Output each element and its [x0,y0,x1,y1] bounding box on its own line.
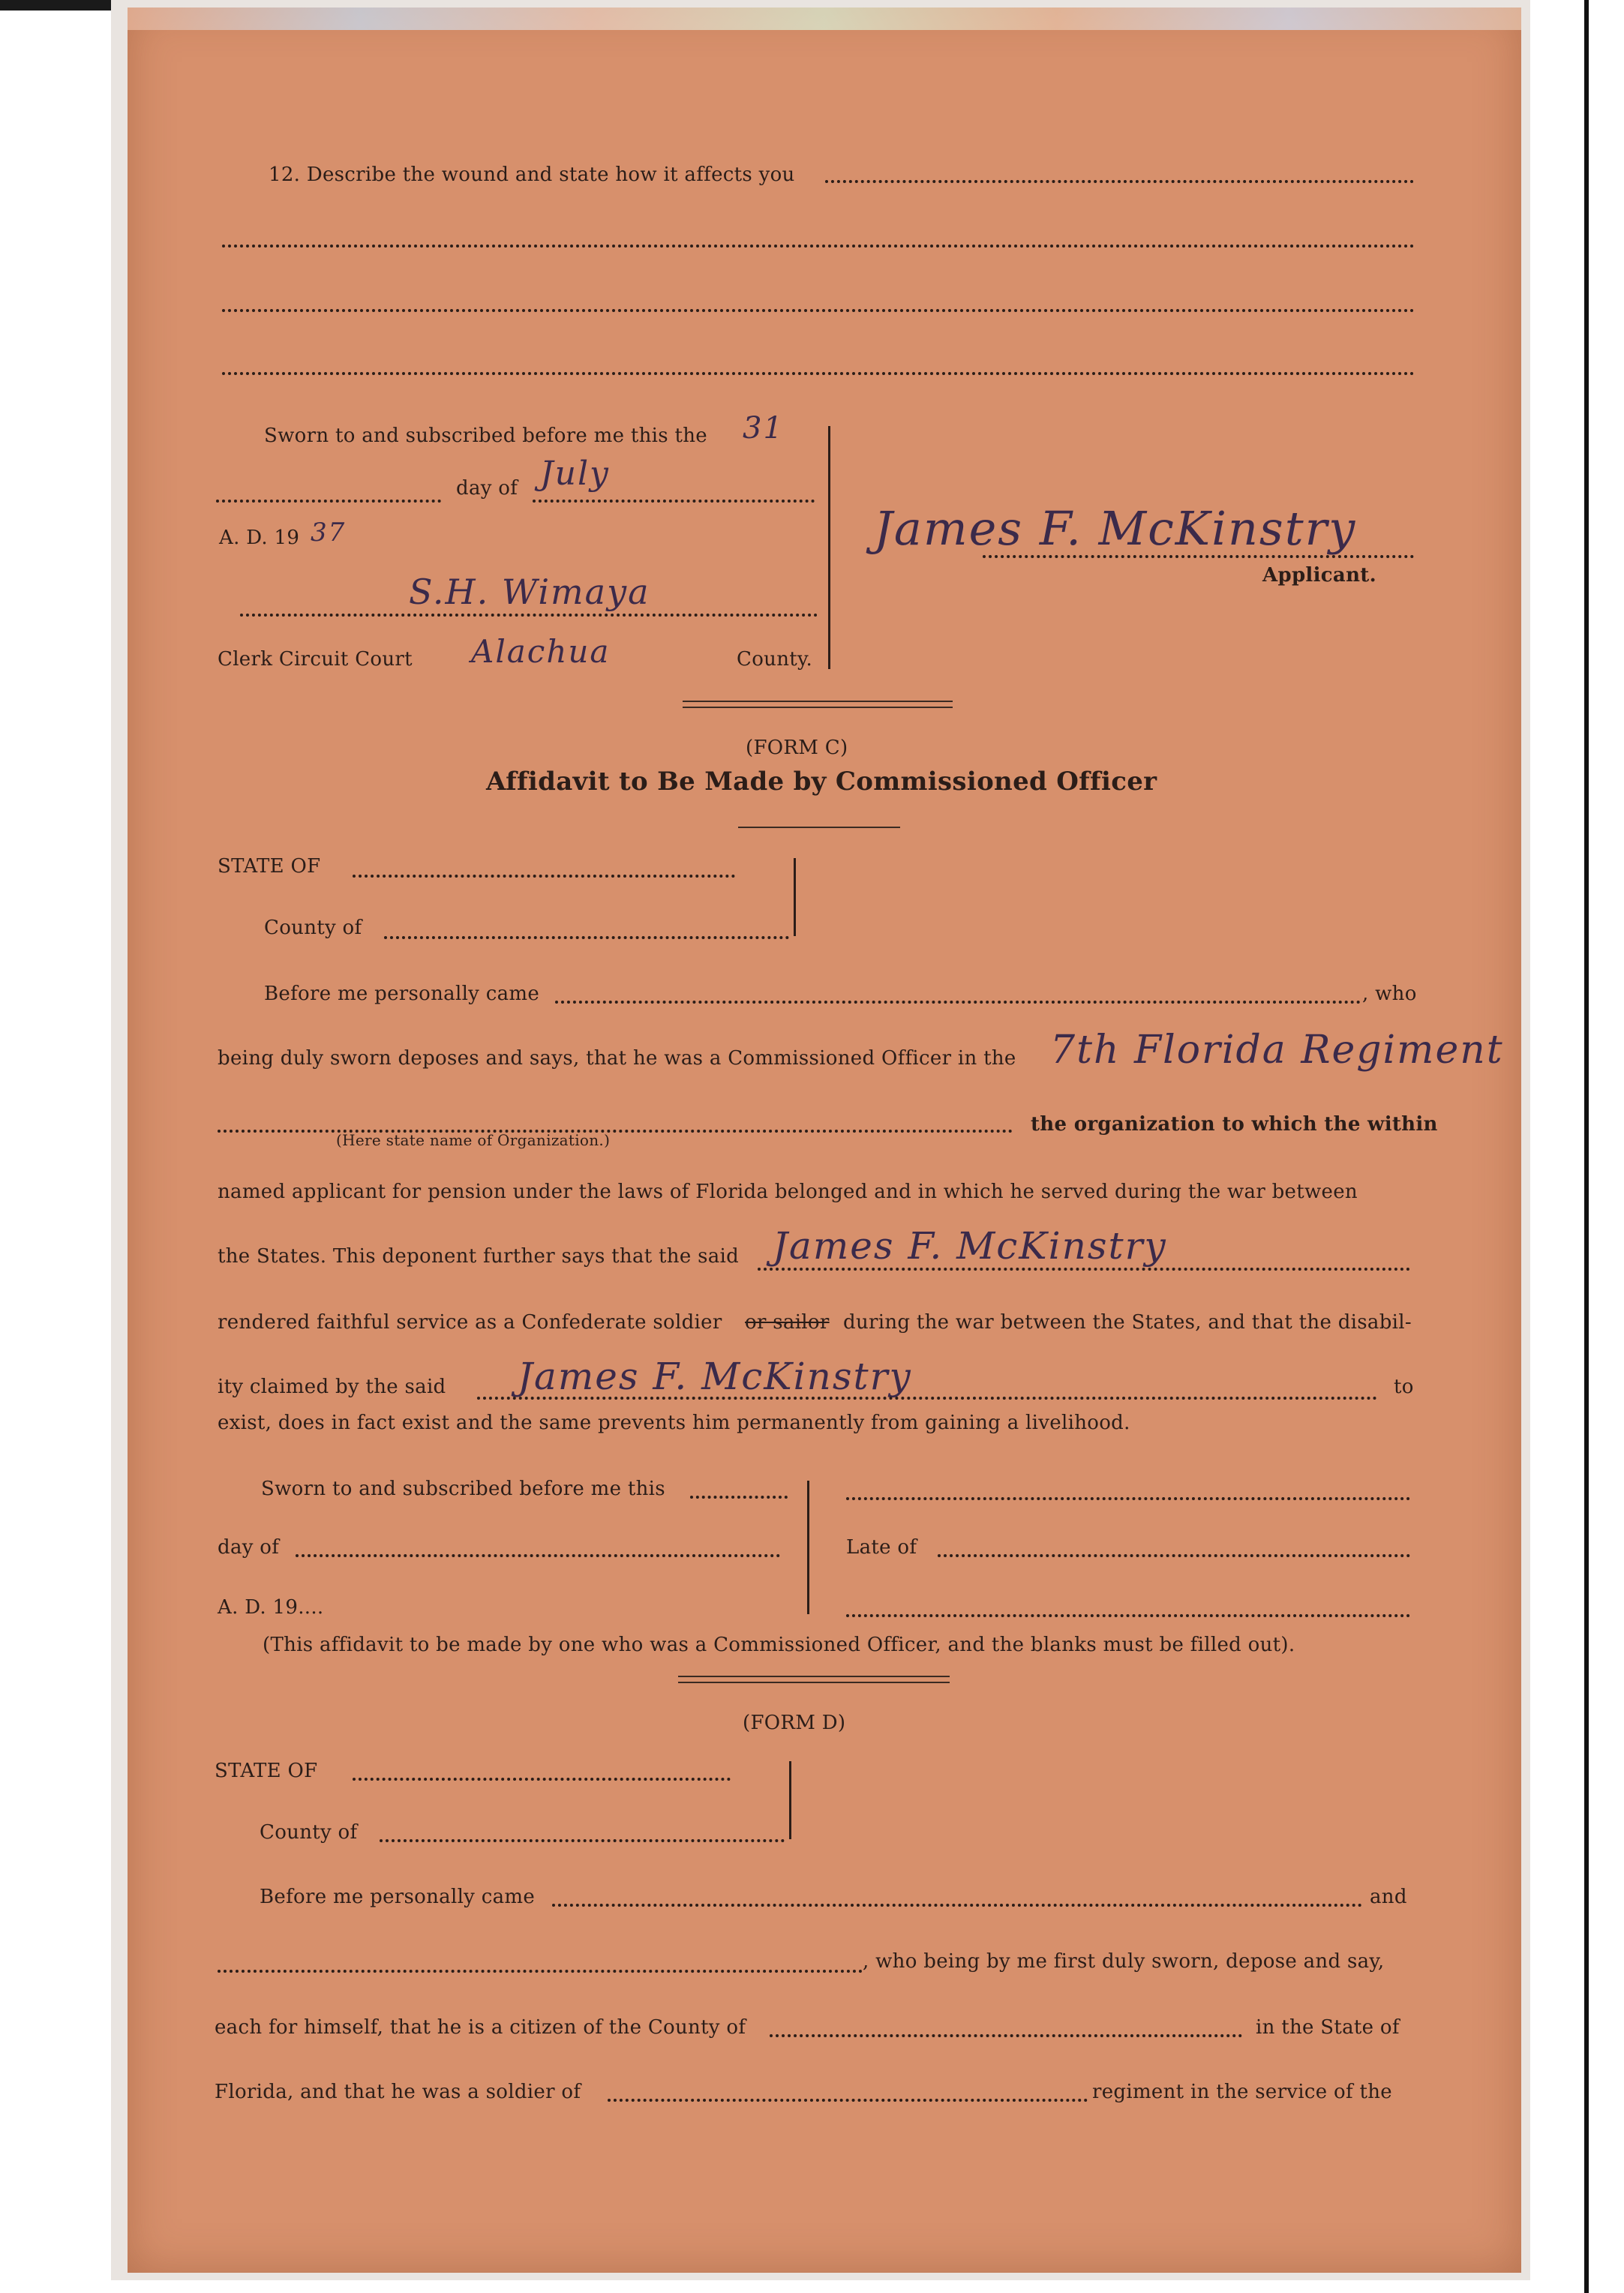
form-d-who-being: , who being by me first duly sworn, depose and say, [863,1950,1385,1973]
divider-bottom [678,1676,950,1677]
form-d-county-label: County of [260,1821,358,1844]
form-d-label: (FORM D) [743,1712,846,1734]
title-underline [738,827,900,828]
rendered-text-a: rendered faithful service as a Confederate soldier [218,1311,722,1334]
form-c-sworn-blank [690,1496,788,1499]
form-d-venue-brace [789,1761,791,1839]
form-c-state-blank [353,875,735,878]
form-d-affiant-blank [552,1904,1362,1907]
ity-claimed-text: ity claimed by the said [218,1376,446,1398]
sleeve-glare [128,8,1521,30]
divider-bottom-2 [678,1682,950,1683]
applicant-label: Applicant. [1262,564,1376,587]
applicant-signature: James F. McKinstry [874,501,1357,556]
day-of-label: day of [456,477,518,500]
form-d-florida-soldier: Florida, and that he was a soldier of [215,2081,581,2103]
county-label: County. [737,648,813,671]
answer-line-3 [222,309,1415,312]
clerk-signature-line [240,614,818,617]
answer-line-2 [222,245,1415,248]
form-c-ad: A. D. 19.... [218,1596,324,1619]
county-handwritten: Alachua [471,633,611,670]
form-c-state-label: STATE OF [218,855,321,878]
form-c-day-of: day of [218,1536,280,1559]
answer-line-4 [222,372,1415,375]
month-blank [533,500,815,503]
form-d-before-me: Before me personally came [260,1886,536,1908]
name-handwritten-2: James F. McKinstry [518,1355,912,1398]
form-c-late-of: Late of [846,1536,917,1559]
jurat-brace [828,426,830,669]
organization-text: the organization to which the within [1031,1113,1438,1136]
rendered-strike: or sailor [745,1311,830,1334]
form-c-label: (FORM C) [746,737,848,759]
year-handwritten: 37 [311,518,347,548]
form-d-and: and [1370,1886,1407,1908]
organization-note: (Here state name of Organization.) [336,1131,611,1149]
form-d-second-affiant-blank [218,1970,863,1973]
applicant-line [983,555,1414,558]
name-blank-1 [758,1268,1410,1271]
month-handwritten: July [540,455,610,493]
form-d-state-blank [353,1778,731,1781]
form-c-venue-brace [794,858,796,936]
question-12-label: 12. Describe the wound and state how it affects you [269,164,795,186]
form-d-regiment-text: regiment in the service of the [1092,2081,1392,2103]
name-blank-2 [477,1397,1377,1400]
form-c-title-line [846,1614,1410,1617]
form-c-late-of-blank [938,1554,1410,1557]
day-blank [216,500,441,503]
sworn-label: Sworn to and subscribed before me this the [264,425,707,447]
form-d-in-state: in the State of [1256,2016,1400,2039]
form-c-sworn-label: Sworn to and subscribed before me this [261,1478,665,1500]
states-text: the States. This deponent further says that the said [218,1245,740,1268]
divider-top-2 [683,707,953,708]
rendered-text-b: during the war between the States, and that the disabil- [843,1311,1412,1334]
form-c-title: Affidavit to Be Made by Commissioned Officer [486,767,1157,797]
named-applicant-text: named applicant for pension under the laws of Florida belonged and in which he served during the war between [218,1181,1358,1203]
form-c-county-label: County of [264,917,362,939]
exist-text: exist, does in fact exist and the same prevents him permanently from gaining a livelihood. [218,1412,1130,1434]
name-handwritten-1: James F. McKinstry [773,1224,1167,1268]
form-d-county-of-blank [770,2034,1242,2037]
form-c-who: , who [1362,983,1417,1005]
form-c-affiant-blank [555,1001,1361,1004]
to-text: to [1394,1376,1414,1398]
form-d-county-blank [380,1839,785,1842]
form-c-before-me: Before me personally came [264,983,540,1005]
form-c-duly-sworn: being duly sworn deposes and says, that he was a Commissioned Officer in the [218,1047,1016,1070]
sworn-day: 31 [743,411,784,446]
clerk-signature: S.H. Wimaya [409,572,650,612]
regiment-handwritten: 7th Florida Regiment [1050,1028,1504,1073]
scan-right-margin [1530,0,1624,2293]
clerk-label: Clerk Circuit Court [218,648,413,671]
form-c-county-blank [384,936,789,939]
answer-line-1 [825,180,1414,183]
form-c-note: (This affidavit to be made by one who was a Commissioned Officer, and the blanks must be filled out). [263,1634,1295,1656]
form-d-each-himself: each for himself, that he is a citizen of the County of [215,2016,746,2039]
form-c-day-blank [296,1554,780,1557]
ad-label: A. D. 19 [219,527,300,549]
form-d-state-label: STATE OF [215,1760,318,1782]
form-d-regiment-blank [608,2099,1088,2102]
form-c-jurat-brace [807,1481,809,1614]
form-c-officer-signature-line [846,1497,1410,1500]
divider-top [683,701,953,702]
